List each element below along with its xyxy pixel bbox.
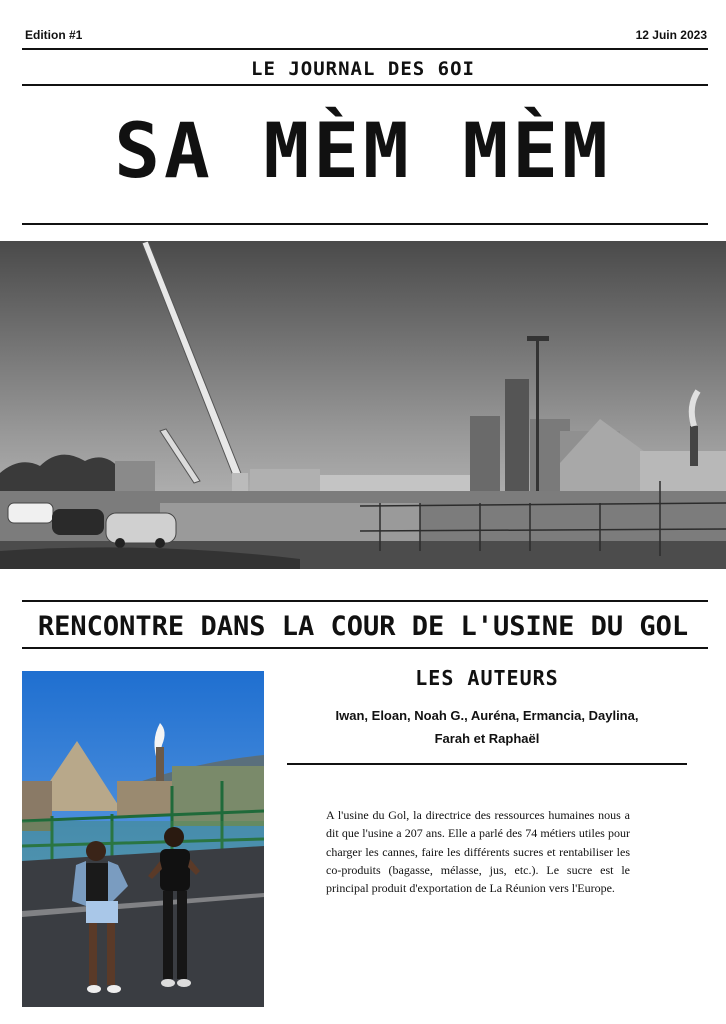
header-divider-top (22, 48, 708, 50)
masthead-divider (22, 223, 708, 225)
masthead-title: SA MÈM MÈM (114, 106, 612, 195)
authors-heading: LES AUTEURS (415, 666, 559, 690)
issue-date: 12 Juin 2023 (635, 28, 707, 42)
subtitle-divider (22, 84, 708, 86)
authors-divider (287, 763, 687, 765)
article-body: A l'usine du Gol, la directrice des ressources humaines nous a dit que l'usine a 207 ans. Elle a parlé des 74 métiers utiles pour charger les cannes, faire les différents sucres et rentabiliser les co-produits (bagasse, mélasse, jus, etc.). Le sucre est le principal produit d'exportation de La Réunion vers l'Europe. (326, 808, 630, 896)
article-headline: RENCONTRE DANS LA COUR DE L'USINE DU GOL (37, 611, 689, 642)
factory-hero-photo (0, 241, 726, 569)
authors-names-line2: Farah et Raphaël (434, 731, 540, 746)
edition-label: Edition #1 (25, 28, 83, 42)
headline-divider-bottom (22, 647, 708, 649)
journal-subtitle: LE JOURNAL DES 6OI (251, 58, 475, 80)
students-photo (22, 671, 264, 1007)
headline-divider-top (22, 600, 708, 602)
authors-names-line1: Iwan, Eloan, Noah G., Auréna, Ermancia, Daylina, (335, 708, 639, 723)
